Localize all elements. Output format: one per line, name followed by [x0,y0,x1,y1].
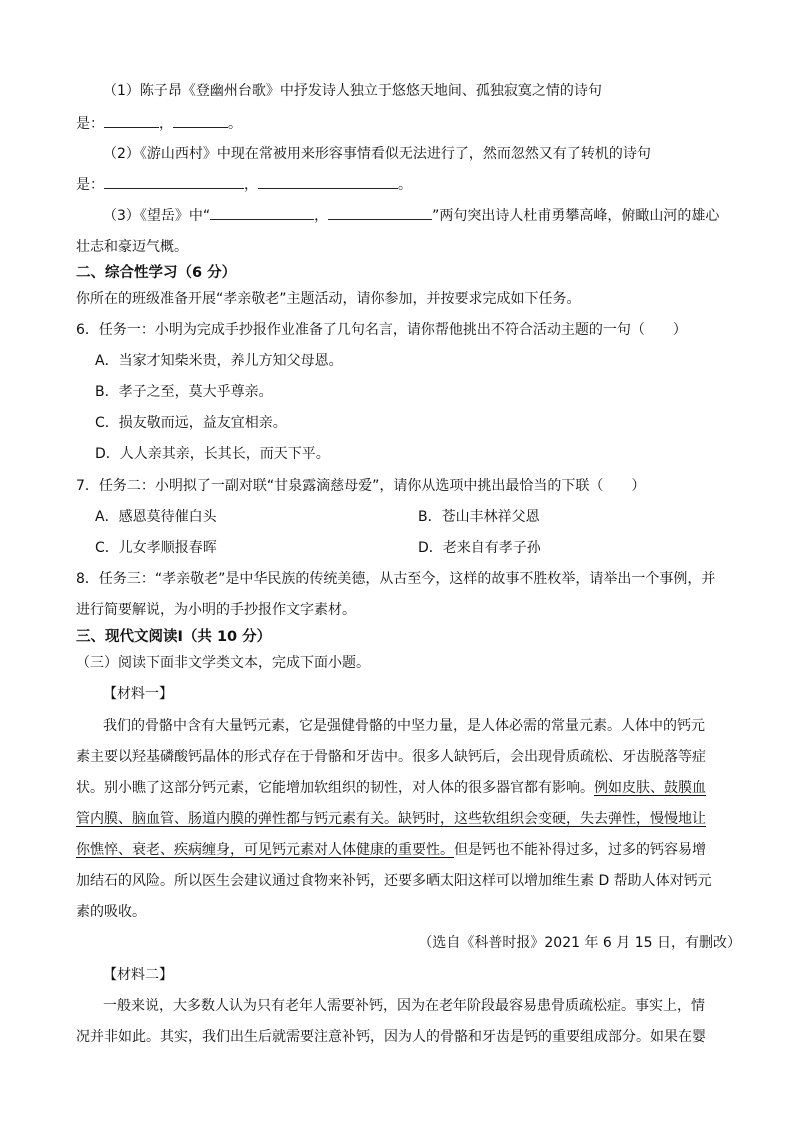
answer-blank[interactable] [173,113,228,128]
question-2-text: （2）《游山西村》中现在常被用来形容事情看似无法进行了，然而忽然又有了转机的诗句 [103,146,651,162]
question-6-option-d[interactable]: D．人人亲其亲，长其长，而天下平。 [95,446,330,462]
question-7-option-a[interactable]: A．感恩莫待催白头 [95,509,217,525]
material-1-text: 但是钙也不能补得过多，过多的钙容易增 [454,842,706,858]
answer-blank[interactable] [258,174,398,189]
question-6-option-b[interactable]: B．孝子之至，莫大乎尊亲。 [95,384,273,400]
underlined-text: 你憔悴、衰老、疾病缠身，可见钙元素对人体健康的重要性。 [76,842,454,858]
question-8-line2: 进行简要解说，为小明的手抄报作文字素材。 [76,602,356,618]
question-1-prefix: 是： [76,116,104,132]
section-2-heading: 二、综合性学习（6 分） [76,265,237,281]
question-1-answer-line [76,113,746,135]
question-6-stem: 6．任务一：小明为完成手抄报作业准备了几句名言，请你帮他挑出不符合活动主题的一句（ ） [76,322,687,338]
material-1-line [76,808,746,830]
material-2-line: 一般来说，大多数人认为只有老年人需要补钙，因为在老年阶段最容易患骨质疏松症。事实上，情 [103,998,705,1014]
question-3-line [103,205,773,227]
answer-blank[interactable] [328,205,432,220]
material-1-line [76,777,746,799]
question-2-prefix: 是： [76,177,104,193]
section-3-heading: 三、现代文阅读Ⅰ（共 10 分） [76,629,272,645]
answer-blank[interactable] [104,174,244,189]
question-8-line1: 8．任务三：“孝亲敬老”是中华民族的传统美德，从古至今，这样的故事不胜枚举，请举出一个事例，并 [76,571,716,587]
question-1-text: （1）陈子昂《登幽州台歌》中抒发诗人独立于悠悠天地间、孤独寂寞之情的诗句 [103,83,602,99]
question-3-line2: 壮志和豪迈气概。 [76,239,188,255]
question-7-option-c[interactable]: C．儿女孝顺报春晖 [95,540,217,556]
question-2-answer-line [76,174,746,196]
underlined-text: 例如皮肤、鼓膜血 [594,780,706,796]
material-2-title: 【材料二】 [103,967,173,983]
question-3-post: ”两句突出诗人杜甫勇攀高峰，俯瞰山河的雄心 [432,208,720,224]
material-1-line: 素的吸收。 [76,904,146,920]
material-1-line: 加结石的风险。所以医生会建议通过食物来补钙，还要多晒太阳这样可以增加维生素 D 帮助人体对钙元 [76,873,712,889]
period: 。 [228,116,242,132]
question-7-stem: 7．任务二：小明拟了一副对联“甘泉露滴慈母爱”，请你从选项中挑出最恰当的下联（ ） [76,478,646,494]
material-1-line [76,839,746,861]
question-7-option-d[interactable]: D．老来自有孝子孙 [418,540,541,556]
material-1-title: 【材料一】 [103,686,173,702]
separator: ， [159,116,173,132]
answer-blank[interactable] [210,205,314,220]
separator: ， [244,177,258,193]
question-6-option-a[interactable]: A．当家才知柴米贵，养儿方知父母恩。 [95,353,343,369]
material-1-source: （选自《科普时报》2021 年 6 月 15 日，有删改） [418,935,741,951]
section-2-intro: 你所在的班级准备开展“孝亲敬老”主题活动，请你参加，并按要求完成如下任务。 [76,291,581,307]
section-3-intro: （三）阅读下面非文学类文本，完成下面小题。 [76,655,370,671]
period: 。 [398,177,412,193]
material-2-line: 况并非如此。其实，我们出生后就需要注意补钙，因为人的骨骼和牙齿是钙的重要组成部分。如果在婴 [76,1029,706,1045]
underlined-text: 管内膜、脑血管、肠道内膜的弹性都与钙元素有关。缺钙时，这些软组织会变硬，失去弹性，慢慢地让 [76,811,706,827]
material-1-line: 素主要以羟基磷酸钙晶体的形式存在于骨骼和牙齿中。很多人缺钙后，会出现骨质疏松、牙齿脱落等症 [76,749,706,765]
answer-blank[interactable] [104,113,159,128]
question-3-pre: （3）《望岳》中“ [103,208,211,224]
question-6-option-c[interactable]: C．损友敬而远，益友宜相亲。 [95,415,287,431]
separator: ， [314,208,329,224]
material-1-line: 我们的骨骼中含有大量钙元素，它是强健骨骼的中坚力量，是人体必需的常量元素。人体中的钙元 [103,718,705,734]
material-1-text: 状。别小瞧了这部分钙元素，它能增加软组织的韧性，对人体的很多器官都有影响。 [76,780,594,796]
question-7-option-b[interactable]: B．苍山丰林祥父恩 [418,509,540,525]
